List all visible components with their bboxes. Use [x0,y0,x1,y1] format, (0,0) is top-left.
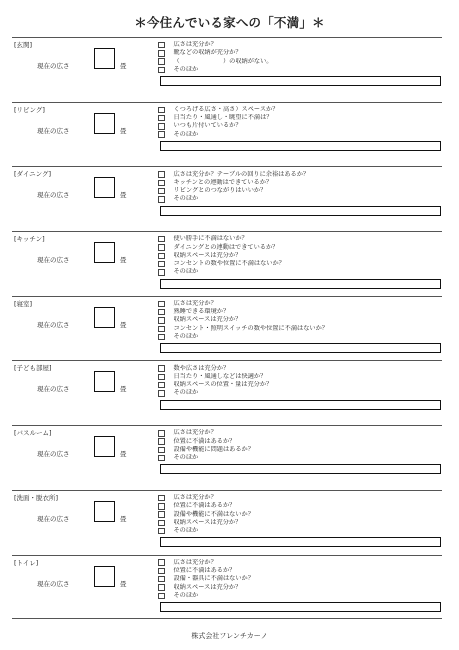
checkbox[interactable] [158,131,165,138]
checklist-item [158,429,440,437]
checklist [158,429,440,462]
checklist-item-text: 使い勝手に不満はないか？ [173,235,248,243]
room-label: [トイレ] [14,558,39,567]
checklist-item-text: 熟睡できる環境か？ [173,308,230,316]
checkbox[interactable] [158,188,165,195]
checkbox[interactable] [158,584,165,591]
other-notes-field[interactable] [160,602,441,612]
page-title: ＊今住んでいる家への「不満」＊ [134,15,325,30]
checklist [158,235,440,276]
checkbox[interactable] [158,301,165,308]
checklist-item-text: そのほか [173,333,199,341]
checklist-item [158,592,440,600]
checklist-item-text: 広さは充分か？ [173,41,217,49]
checklist-item-text: 日当たり・風通し・眺望に不満は？ [173,114,273,122]
checkbox[interactable] [158,115,165,122]
current-size-label: 現在の広さ [37,320,70,329]
checklist-item-text: 広さは充分か？ [173,299,217,307]
checklist-item [158,49,440,57]
checklist-item [158,502,440,510]
checkbox[interactable] [158,269,165,276]
size-input-box[interactable] [94,371,115,392]
checklist-item [158,179,440,187]
checklist-item-text: そのほか [173,66,199,74]
checkbox[interactable] [158,495,165,502]
checklist-item [158,122,440,130]
checklist-item [158,325,440,333]
checklist-item [158,519,440,527]
current-size-label: 現在の広さ [37,514,70,523]
current-size-label: 現在の広さ [37,191,70,200]
checklist-item [158,494,440,502]
checkbox[interactable] [158,568,165,575]
checkbox[interactable] [158,430,165,437]
checkbox[interactable] [158,374,165,381]
checklist-sections [12,37,442,619]
checklist-item-text: そのほか [173,454,199,462]
checklist-item [158,170,440,178]
checklist-item [158,454,440,462]
checkbox[interactable] [158,171,165,178]
checkbox[interactable] [158,309,165,316]
other-notes-field[interactable] [160,343,441,353]
room-section [12,102,442,167]
checkbox[interactable] [158,382,165,389]
checklist-item [158,527,440,535]
checklist-item [158,106,440,114]
checklist-item-text: 広さは充分か？テーブルの回りに余裕はあるか？ [173,170,310,178]
checklist-item-text: ダイニングとの連動はできているか？ [173,243,279,251]
checklist-item [158,66,440,74]
checklist-item-text: 設備や機能に不満はないか？ [173,510,254,518]
checklist-item-text: くつろげる広さ・高さ）スペースか？ [173,105,279,113]
checklist-item-text: 広さは充分か？ [173,429,217,437]
checklist-item-text: そのほか [173,268,199,276]
checkbox[interactable] [158,326,165,333]
checklist-item [158,373,440,381]
checkbox[interactable] [158,365,165,372]
other-notes-field[interactable] [160,141,441,151]
checklist-item-text: そのほか [173,527,199,535]
size-input-box[interactable] [94,566,115,587]
checkbox[interactable] [158,58,165,65]
checklist-item-text: 収納スペースは充分か？ [173,518,242,526]
checklist-item-text: 位置に不満はあるか？ [173,437,236,445]
checkbox[interactable] [158,261,165,268]
tatami-unit-label: 畳 [120,320,127,329]
other-notes-field[interactable] [160,206,441,216]
checkbox[interactable] [158,528,165,535]
checkbox[interactable] [158,67,165,74]
tatami-unit-label: 畳 [120,514,127,523]
current-size-label: 現在の広さ [37,62,70,70]
checklist-item-text: いつも片付いているか？ [173,122,242,130]
checklist-item [158,114,440,122]
checklist-item [158,243,440,251]
checklist [158,364,440,397]
size-input-box[interactable] [94,177,115,198]
checklist-item-text: そのほか [173,591,199,599]
checklist-item-text: そのほか [173,130,199,138]
checkbox[interactable] [158,447,165,454]
checklist-item-text: コンセントの数や位置に不満はないか？ [173,260,285,268]
size-input-box[interactable] [94,113,115,134]
checklist-item [158,583,440,591]
checklist-item-text: リビングとのつながりはいいか？ [173,187,267,195]
checklist [158,106,440,139]
checklist [158,494,440,535]
room-label: [洗面・脱衣所] [14,493,59,502]
checkbox[interactable] [158,107,165,114]
checklist-item [158,300,440,308]
checklist-item-text: 設備・器具に不満はないか？ [173,575,254,583]
tatami-unit-label: 畳 [120,450,127,459]
other-notes-field[interactable] [160,279,441,289]
checklist-item [158,58,440,66]
checklist-item-text: 位置に不満はあるか？ [173,566,236,574]
other-notes-field[interactable] [160,537,441,547]
checkbox[interactable] [158,593,165,600]
checklist-item [158,260,440,268]
checkbox[interactable] [158,438,165,445]
room-section [12,425,442,490]
checklist-item-text: 靴などの収納が充分か？ [173,49,242,57]
other-notes-field[interactable] [160,400,441,410]
checkbox[interactable] [158,455,165,462]
checklist-item [158,235,440,243]
size-input-box[interactable] [94,436,115,457]
checklist-item [158,195,440,203]
other-notes-field[interactable] [160,76,441,86]
checklist-item [158,252,440,260]
current-size-label: 現在の広さ [37,579,70,588]
checkbox[interactable] [158,236,165,243]
checkbox[interactable] [158,180,165,187]
tatami-unit-label: 畳 [120,126,127,135]
checkbox[interactable] [158,334,165,341]
size-input-box[interactable] [94,501,115,522]
checklist-item [158,333,440,341]
room-section [12,166,442,231]
room-section [12,490,442,555]
checklist-item [158,268,440,276]
room-label: [キッチン] [14,235,45,244]
size-input-box[interactable] [94,242,115,263]
checklist-item [158,187,440,195]
checkbox[interactable] [158,196,165,203]
checkbox[interactable] [158,503,165,510]
checklist-item [158,559,440,567]
checkbox[interactable] [158,253,165,260]
room-label: [子ども部屋] [14,364,52,373]
checklist-item [158,364,440,372]
checklist-item-text: 数や広さは充分か？ [173,364,230,372]
room-label: [寝室] [14,299,33,308]
current-size-label: 現在の広さ [37,385,70,394]
checklist-item-text: 位置に不満はあるか？ [173,502,236,510]
checklist-item [158,567,440,575]
checklist-item [158,575,440,583]
checkbox[interactable] [158,123,165,130]
checklist [158,170,440,203]
room-section [12,296,442,361]
room-section [12,231,442,296]
checklist-item [158,381,440,389]
checkbox[interactable] [158,511,165,518]
checklist-item-text: 収納スペースは充分か？ [173,251,242,259]
room-label: [バスルーム] [14,429,52,438]
checklist-item-text: 収納スペースは充分か？ [173,316,242,324]
checkbox[interactable] [158,520,165,527]
checkbox[interactable] [158,42,165,49]
room-label: [リビング] [14,105,45,114]
tatami-unit-label: 畳 [120,385,127,394]
checkbox[interactable] [158,244,165,251]
current-size-label: 現在の広さ [37,450,70,459]
checkbox[interactable] [158,317,165,324]
checklist [158,559,440,600]
checkbox[interactable] [158,559,165,566]
checklist-item-text: 設備や機能に問題はあるか？ [173,445,254,453]
tatami-unit-label: 畳 [120,256,127,265]
current-size-label: 現在の広さ [37,126,70,135]
size-input-box[interactable] [94,48,115,69]
checklist-item-text: 日当たり・風通しなどは快適か？ [173,372,267,380]
checklist-item [158,316,440,324]
room-label: [玄関] [14,41,33,49]
checklist-item-text: 収納スペースの位置・量は充分か？ [173,381,273,389]
checkbox[interactable] [158,576,165,583]
checklist [158,300,440,341]
current-size-label: 現在の広さ [37,256,70,265]
room-section [12,360,442,425]
checklist-item [158,131,440,139]
checklist-item-text: そのほか [173,195,199,203]
other-notes-field[interactable] [160,464,441,474]
tatami-unit-label: 畳 [120,62,127,70]
company-name: 株式会社フレンチカーノ [191,632,268,640]
checklist-item-text: （ ）の収納がない。 [173,57,273,65]
checklist-item [158,389,440,397]
checklist-item [158,437,440,445]
tatami-unit-label: 畳 [120,579,127,588]
checklist-item-text: そのほか [173,389,199,397]
checklist-item [158,510,440,518]
tatami-unit-label: 畳 [120,191,127,200]
checklist-item [158,308,440,316]
room-section [12,555,442,620]
checklist-item-text: 広さは充分か？ [173,493,217,501]
checklist-item [158,41,440,49]
room-section [12,37,442,102]
checklist-item-text: 収納スペースは充分か？ [173,583,242,591]
size-input-box[interactable] [94,307,115,328]
checkbox[interactable] [158,50,165,57]
checklist-item-text: コンセント・照明スイッチの数や位置に不満はないか？ [173,324,328,332]
checklist-item-text: キッチンとの連動はできているか？ [173,178,273,186]
checklist-item [158,446,440,454]
checklist [158,41,440,74]
room-label: [ダイニング] [14,170,52,179]
checklist-item-text: 広さは充分か？ [173,558,217,566]
checkbox[interactable] [158,390,165,397]
